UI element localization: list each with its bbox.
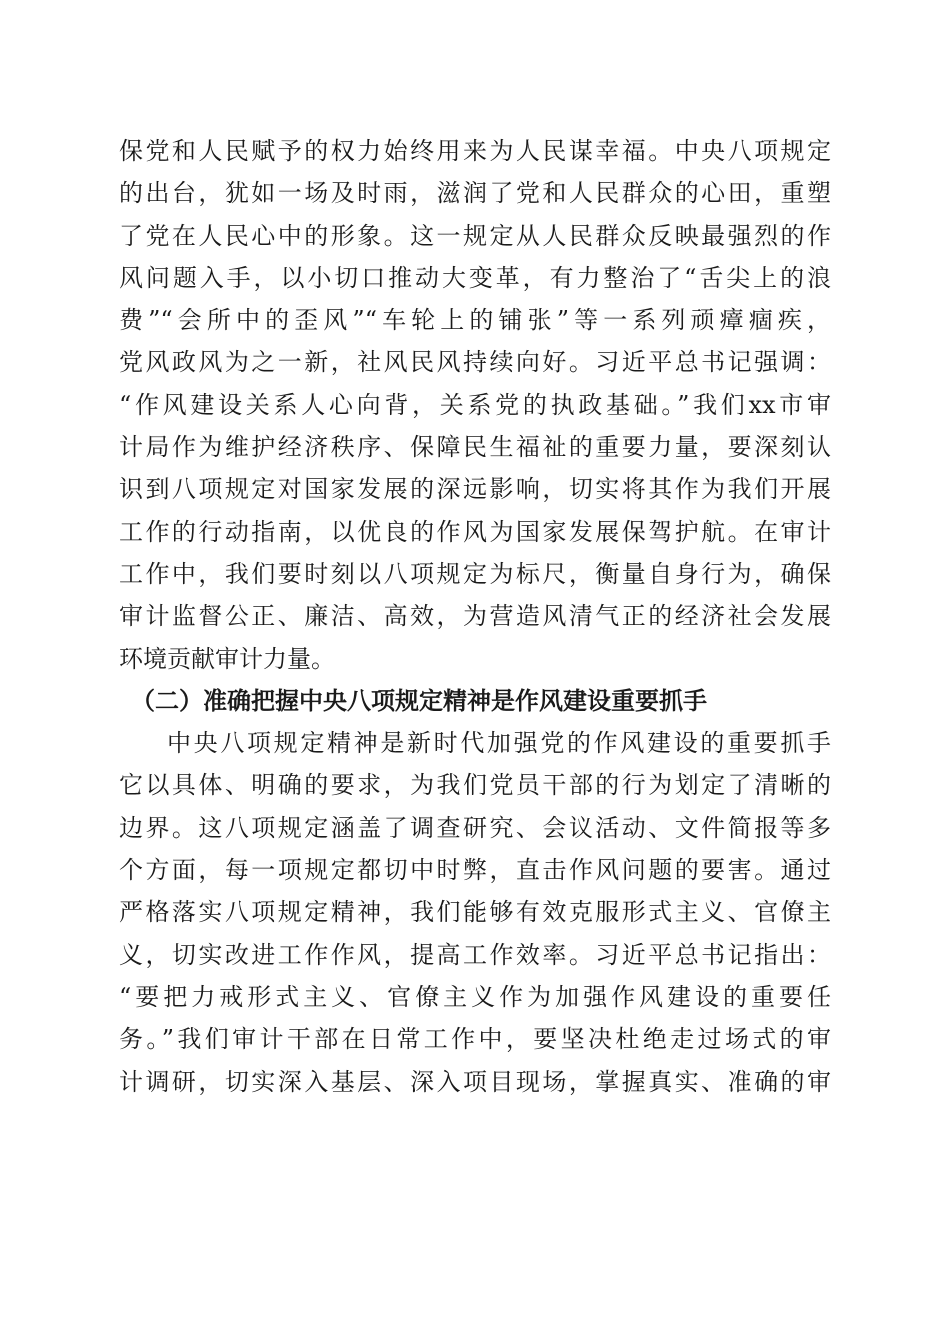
- text-line: 计调研，切实深入基层、深入项目现场，掌握真实、准确的审: [119, 1067, 831, 1096]
- text-line: 识到八项规定对国家发展的深远影响，切实将其作为我们开展: [119, 475, 831, 504]
- text-line: 严格落实八项规定精神，我们能够有效克服形式主义、官僚主: [119, 898, 831, 927]
- text-line: 了党在人民心中的形象。这一规定从人民群众反映最强烈的作: [119, 221, 831, 250]
- paragraph-1: [119, 130, 831, 680]
- text-line: 边界。这八项规定涵盖了调查研究、会议活动、文件简报等多: [119, 813, 831, 842]
- text-line: 个方面，每一项规定都切中时弊，直击作风问题的要害。通过: [119, 856, 831, 885]
- text-line: 义，切实改进工作作风，提高工作效率。习近平总书记指出：: [119, 940, 831, 969]
- text-line: 环境贡献审计力量。: [119, 644, 335, 673]
- text-line: 审计监督公正、廉洁、高效，为营造风清气正的经济社会发展: [119, 602, 831, 631]
- text-line: 风问题入手，以小切口推动大变革，有力整治了“舌尖上的浪: [119, 263, 831, 292]
- text-line: 党风政风为之一新，社风民风持续向好。习近平总书记强调：: [119, 348, 831, 377]
- text-line: 工作的行动指南，以优良的作风为国家发展保驾护航。在审计: [119, 517, 831, 546]
- text-line: 务。”我们审计干部在日常工作中，要坚决杜绝走过场式的审: [119, 1025, 831, 1054]
- text-line: 它以具体、明确的要求，为我们党员干部的行为划定了清晰的: [119, 771, 831, 800]
- text-line: 费”“会所中的歪风”“车轮上的铺张”等一系列顽瘴痼疾，: [119, 306, 831, 335]
- text-line: 保党和人民赋予的权力始终用来为人民谋幸福。中央八项规定: [119, 137, 831, 165]
- text-line: 计局作为维护经济秩序、保障民生福祉的重要力量，要深刻认: [119, 433, 831, 462]
- section-heading: （二）准确把握中央八项规定精神是作风建设重要抓手: [131, 685, 707, 715]
- text-line: “作风建设关系人心向背，关系党的执政基础。”我们xx市审: [119, 390, 831, 419]
- paragraph-2: [119, 722, 831, 1103]
- document-body: [119, 130, 831, 1103]
- text-line: 工作中，我们要时刻以八项规定为标尺，衡量自身行为，确保: [119, 559, 831, 588]
- text-line: 中央八项规定精神是新时代加强党的作风建设的重要抓手: [167, 729, 831, 758]
- text-line: 的出台，犹如一场及时雨，滋润了党和人民群众的心田，重塑: [119, 179, 831, 208]
- text-line: “要把力戒形式主义、官僚主义作为加强作风建设的重要任: [119, 982, 831, 1011]
